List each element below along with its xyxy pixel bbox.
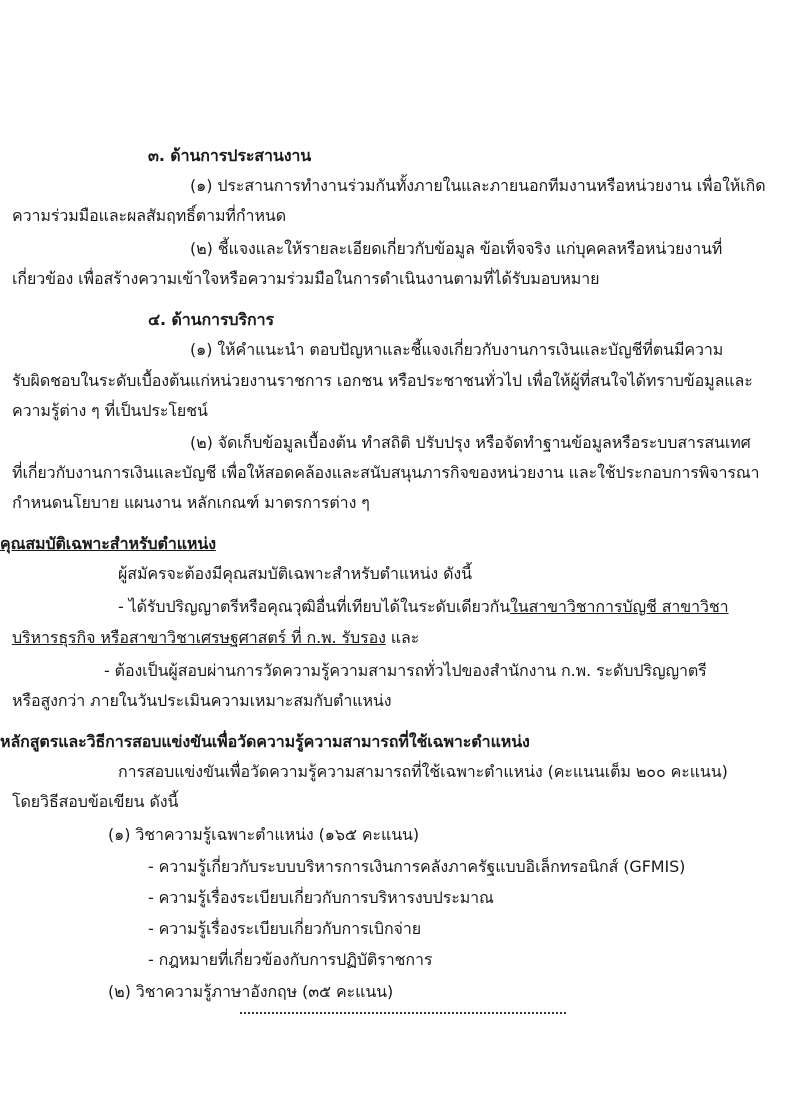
section-3-item-2-line-2: เกี่ยวข้อง เพื่อสร้างความเข้าใจหรือความร่วมมือในการดำเนินงานตามที่ได้รับมอบหมาย (12, 269, 600, 288)
section-3-heading: ๓. ด้านการประสานงาน (148, 146, 312, 165)
section-3-item-2-line-1: (๒) ชี้แจงและให้รายละเอียดเกี่ยวกับข้อมูล ข้อเท็จจริง แก่บุคคลหรือหน่วยงานที่ (190, 239, 723, 258)
qualifications-intro: ผู้สมัครจะต้องมีคุณสมบัติเฉพาะสำหรับตำแหน่ง ดังนี้ (118, 564, 472, 583)
exam-intro-line-1: การสอบแข่งขันเพื่อวัดความรู้ความสามารถที่ใช้เฉพาะตำแหน่ง (คะแนนเต็ม ๒๐๐ คะแนน) (118, 762, 728, 781)
exam-subject-1: (๑) วิชาความรู้เฉพาะตำแหน่ง (๑๖๕ คะแนน) (108, 825, 420, 844)
section-4-heading: ๔. ด้านการบริการ (148, 310, 274, 329)
exam-intro-line-2: โดยวิธีสอบข้อเขียน ดังนี้ (12, 792, 179, 811)
end-dotted-line (240, 1012, 566, 1014)
exam-subject-1-item: - กฎหมายที่เกี่ยวข้องกับการปฏิบัติราชการ (148, 950, 433, 969)
exam-subject-2: (๒) วิชาความรู้ภาษาอังกฤษ (๓๕ คะแนน) (108, 982, 394, 1001)
section-4-item-2-line-1: (๒) จัดเก็บข้อมูลเบื้องต้น ทำสถิติ ปรับปรุง หรือจัดทำฐานข้อมูลหรือระบบสารสนเทศ (190, 433, 751, 452)
section-4-item-2-line-3: กำหนดนโยบาย แผนงาน หลักเกณฑ์ มาตรการต่าง ๆ (12, 493, 370, 512)
qualification-item-1-suffix: และ (385, 628, 420, 647)
exam-heading: หลักสูตรและวิธีการสอบแข่งขันเพื่อวัดความรู้ความสามารถที่ใช้เฉพาะตำแหน่ง (0, 732, 530, 751)
section-3-item-1-line-1: (๑) ประสานการทำงานร่วมกันทั้งภายในและภายนอกทีมงานหรือหน่วยงาน เพื่อให้เกิด (190, 176, 766, 195)
qualifications-heading: คุณสมบัติเฉพาะสำหรับตำแหน่ง (0, 534, 216, 553)
qualification-item-1-underlined-2: บริหารธุรกิจ หรือสาขาวิชาเศรษฐศาสตร์ ที่ ก.พ. รับรอง (12, 628, 386, 647)
exam-subject-1-item: - ความรู้เกี่ยวกับระบบบริหารการเงินการคลังภาครัฐแบบอิเล็กทรอนิกส์ (GFMIS) (148, 857, 686, 876)
exam-subject-1-item: - ความรู้เรื่องระเบียบเกี่ยวกับการบริหารงบประมาณ (148, 888, 494, 907)
qualification-item-1-line-2 (12, 627, 419, 649)
qualification-item-2-line-1: - ต้องเป็นผู้สอบผ่านการวัดความรู้ความสามารถทั่วไปของสำนักงาน ก.พ. ระดับปริญญาตรี (104, 661, 707, 680)
section-4-item-1-line-2: รับผิดชอบในระดับเบื้องต้นแก่หน่วยงานราชการ เอกชน หรือประชาชนทั่วไป เพื่อให้ผู้ที่สนใจได้ทราบข้อมูลและ (12, 371, 753, 390)
section-4-item-1-line-3: ความรู้ต่าง ๆ ที่เป็นประโยชน์ (12, 401, 208, 420)
section-4-item-2-line-2: ที่เกี่ยวกับงานการเงินและบัญชี เพื่อให้สอดคล้องและสนับสนุนภารกิจของหน่วยงาน และใช้ประกอบการพิจารณา (12, 463, 760, 482)
section-3-item-1-line-2: ความร่วมมือและผลสัมฤทธิ์ตามที่กำหนด (12, 206, 287, 225)
qualification-item-2-line-2: หรือสูงกว่า ภายในวันประเมินความเหมาะสมกับตำแหน่ง (12, 691, 392, 710)
qualification-item-1-line-1 (118, 596, 729, 618)
qualification-item-1-underlined-1: ในสาขาวิชาการบัญชี สาขาวิชา (510, 597, 729, 616)
qualification-item-1-prefix: - ได้รับปริญญาตรีหรือคุณวุฒิอื่นที่เทียบได้ในระดับเดียวกัน (118, 597, 511, 616)
section-4-item-1-line-1: (๑) ให้คำแนะนำ ตอบปัญหาและชี้แจงเกี่ยวกับงานการเงินและบัญชีที่ตนมีความ (190, 340, 724, 359)
exam-subject-1-item: - ความรู้เรื่องระเบียบเกี่ยวกับการเบิกจ่าย (148, 919, 421, 938)
